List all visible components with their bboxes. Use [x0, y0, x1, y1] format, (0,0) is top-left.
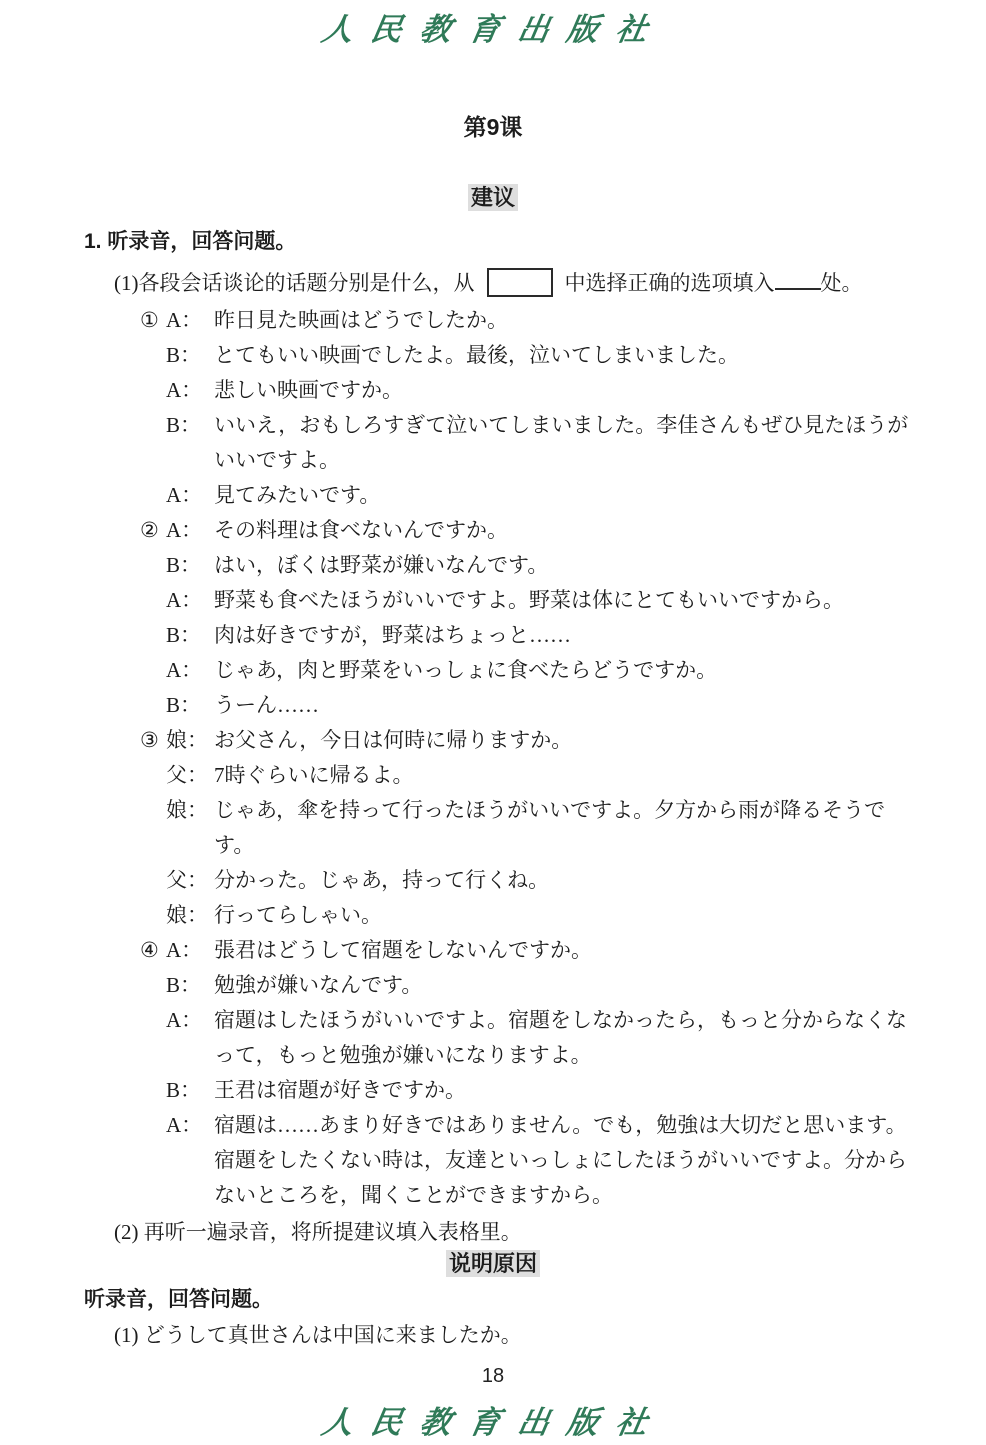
dialogue-text: 分かった。じゃあ，持って行くね。	[214, 868, 550, 892]
dialogue-line	[140, 338, 920, 373]
reason-question-1: (1) どうして真世さんは中国に来ましたか。	[114, 1323, 522, 1347]
dialogue-speaker: B：	[166, 973, 202, 997]
question-2: (2) 再听一遍录音，将所提建议填入表格里。	[114, 1220, 522, 1244]
dialogue-text: 張君はどうして宿題をしないんですか。	[214, 938, 592, 962]
dialogue-line	[140, 688, 920, 723]
publisher-logo-header	[0, 0, 986, 52]
dialogue-text: 肉は好きですが，野菜はちょっと……	[214, 623, 571, 647]
publisher-logo-footer	[0, 1389, 986, 1445]
task-title-2: 听录音，回答问题。	[84, 1288, 273, 1311]
dialogue-speaker: A：	[166, 1008, 203, 1032]
dialogue-speaker: B：	[166, 1078, 202, 1102]
dialogue-speaker: 父：	[166, 868, 208, 892]
dialogue-speaker: B：	[166, 623, 202, 647]
answer-underline-blank	[775, 268, 821, 290]
dialogue-text: 野菜も食べたほうがいいですよ。野菜は体にとてもいいですから。	[214, 588, 844, 612]
dialogue-text: 昨日見た映画はどうでしたか。	[214, 308, 508, 332]
section-heading-suggestion-label: 建议	[468, 184, 518, 211]
options-box-blank	[487, 268, 553, 297]
dialogue-text: 宿題は……あまり好きではありません。でも，勉強は大切だと思います。宿題をしたくない時は，友達といっしょにしたほうがいいですよ。分からないところを，聞くことができますから。	[214, 1113, 907, 1207]
dialogue-line	[140, 513, 920, 548]
dialogue-speaker: A：	[166, 308, 203, 332]
dialogue-speaker: A：	[166, 588, 203, 612]
dialogue-line	[140, 933, 920, 968]
dialogue-speaker: A：	[166, 518, 203, 542]
dialogue-text: 王君は宿題が好きですか。	[214, 1078, 466, 1102]
dialogue-speaker: B：	[166, 413, 202, 437]
dialogue-speaker: A：	[166, 1113, 203, 1137]
dialogue-text: 行ってらしゃい。	[214, 903, 382, 927]
dialogue-line	[140, 653, 920, 688]
dialogue-speaker: A：	[166, 483, 203, 507]
dialogue-text: じゃあ，傘を持って行ったほうがいいですよ。夕方から雨が降るそうです。	[214, 798, 886, 857]
dialogue-line	[140, 1108, 920, 1213]
section-heading-reason-label: 说明原因	[446, 1250, 540, 1277]
dialogue-text: はい，ぼくは野菜が嫌いなんです。	[214, 553, 549, 577]
dialogue-text: いいえ，おもしろすぎて泣いてしまいました。李佳さんもぜひ見たほうがいいですよ。	[214, 413, 909, 472]
dialogue-line	[140, 968, 920, 1003]
task-title-1: 1. 听录音，回答问题。	[84, 230, 297, 253]
dialogue-number: ④	[140, 938, 159, 962]
dialogue-speaker: B：	[166, 343, 202, 367]
dialogue-line	[140, 583, 920, 618]
dialogue-number: ③	[140, 728, 159, 752]
question-1-mid: 中选择正确的选项填入	[564, 271, 775, 295]
section-heading-reason	[0, 1250, 986, 1278]
dialogue-line	[140, 408, 920, 478]
dialogue-line	[140, 898, 920, 933]
dialogue-line	[140, 1003, 920, 1073]
question-1	[114, 266, 986, 301]
dialogue-block	[140, 303, 920, 1213]
dialogue-speaker: 娘：	[166, 798, 208, 822]
dialogue-speaker: 娘：	[166, 903, 208, 927]
dialogue-text: じゃあ，肉と野菜をいっしょに食べたらどうですか。	[214, 658, 718, 682]
section-heading-suggestion	[0, 184, 986, 212]
dialogue-line	[140, 478, 920, 513]
lesson-title: 第9课	[463, 114, 523, 140]
dialogue-text: 勉強が嫌いなんです。	[214, 973, 423, 997]
dialogue-text: うーん……	[214, 693, 319, 717]
question-1-end: 处。	[820, 271, 863, 295]
dialogue-text: お父さん，今日は何時に帰りますか。	[214, 728, 573, 752]
dialogue-line	[140, 618, 920, 653]
dialogue-speaker: B：	[166, 553, 202, 577]
dialogue-text: 悲しい映画ですか。	[214, 378, 403, 402]
dialogue-line	[140, 793, 920, 863]
dialogue-line	[140, 303, 920, 338]
dialogue-text: 見てみたいです。	[214, 483, 381, 507]
dialogue-text: その料理は食べないんですか。	[214, 518, 508, 542]
dialogue-number: ①	[140, 308, 159, 332]
dialogue-line	[140, 758, 920, 793]
dialogue-speaker: B：	[166, 693, 202, 717]
question-1-prefix: (1)各段会话谈论的话题分别是什么，从	[114, 271, 475, 295]
dialogue-speaker: 娘：	[166, 728, 208, 752]
publisher-logo-text: 人民教育出版社	[318, 1405, 668, 1441]
dialogue-line	[140, 373, 920, 408]
dialogue-speaker: 父：	[166, 763, 208, 787]
dialogue-speaker: A：	[166, 938, 203, 962]
page-number: 18	[481, 1365, 505, 1387]
dialogue-number: ②	[140, 518, 159, 542]
dialogue-speaker: A：	[166, 378, 203, 402]
dialogue-text: とてもいい映画でしたよ。最後，泣いてしまいました。	[214, 343, 739, 367]
publisher-logo-text: 人民教育出版社	[318, 12, 668, 48]
dialogue-speaker: A：	[166, 658, 203, 682]
dialogue-text: 7時ぐらいに帰るよ。	[214, 763, 414, 787]
dialogue-line	[140, 1073, 920, 1108]
dialogue-line	[140, 723, 920, 758]
dialogue-text: 宿題はしたほうがいいですよ。宿題をしなかったら，もっと分からなくなって，もっと勉強が嫌いになりますよ。	[214, 1008, 907, 1067]
dialogue-line	[140, 863, 920, 898]
dialogue-line	[140, 548, 920, 583]
